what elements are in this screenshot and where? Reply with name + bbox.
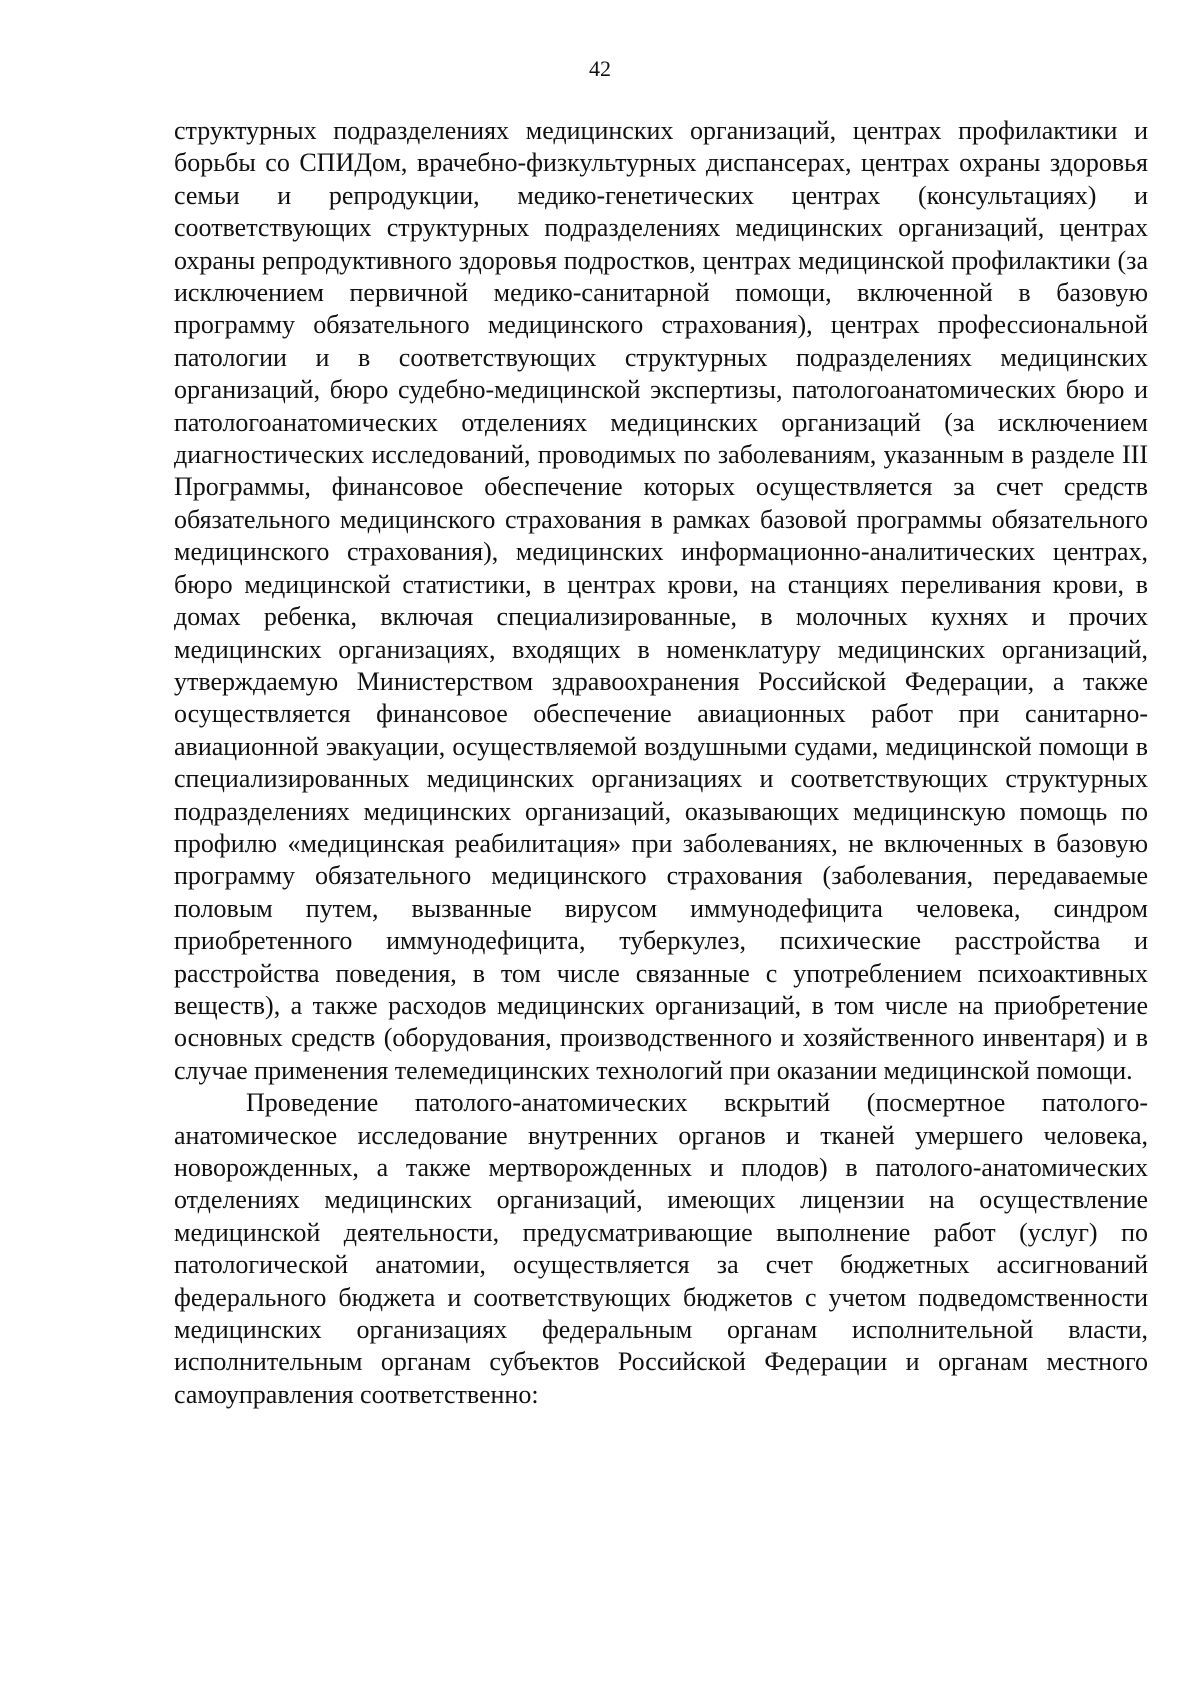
paragraph-pathology-autopsies: Проведение патолого-анатомических вскрытий (посмертное патолого-анатомическое исследование внутренних органов и тканей умершего человека, новорожденных, а также мертворожденных и плодов) в патолого-анатомических отделениях медицинских организаций, имеющих лицензии на осуществление медицинской деятельности, предусматривающие выполнение работ (услуг) по патологической анатомии, осуществляется за счет бюджетных ассигнований федерального бюджета и соответствующих бюджетов с учетом подведомственности медицинских организациях федеральным органам исполнительной власти, исполнительным органам субъектов Российской Федерации и органам местного самоуправления соответственно: [174,1088,1148,1409]
page-number: 42 [589,56,611,81]
document-body [174,115,1148,1411]
paragraph-continuation: структурных подразделениях медицинских организаций, центрах профилактики и борьбы со СПИДом, врачебно-физкультурных диспансерах, центрах охраны здоровья семьи и репродукции, медико-генетических центрах (консультациях) и соответствующих структурных подразделениях медицинских организаций, центрах охраны репродуктивного здоровья подростков, центрах медицинской профилактики (за исключением первичной медико-санитарной помощи, включенной в базовую программу обязательного медицинского страхования), центрах профессиональной патологии и в соответствующих структурных подразделениях медицинских организаций, бюро судебно-медицинской экспертизы, патологоанатомических бюро и патологоанатомических отделениях медицинских организаций (за исключением диагностических исследований, проводимых по заболеваниям, указанным в разделе III Программы, финансовое обеспечение которых осуществляется за счет средств обязательного медицинского страхования в рамках базовой программы обязательного медицинского страхования), медицинских информационно-аналитических центрах, бюро медицинской статистики, в центрах крови, на станциях переливания крови, в домах ребенка, включая специализированные, в молочных кухнях и прочих медицинских организациях, входящих в номенклатуру медицинских организаций, утверждаемую Министерством здравоохранения Российской Федерации, а также осуществляется финансовое обеспечение авиационных работ при санитарно-авиационной эвакуации, осуществляемой воздушными судами, медицинской помощи в специализированных медицинских организациях и соответствующих структурных подразделениях медицинских организаций, оказывающих медицинскую помощь по профилю «медицинская реабилитация» при заболеваниях, не включенных в базовую программу обязательного медицинского страхования (заболевания, передаваемые половым путем, вызванные вирусом иммунодефицита человека, синдром приобретенного иммунодефицита, туберкулез, психические расстройства и расстройства поведения, в том числе связанные с употреблением психоактивных веществ), а также расходов медицинских организаций, в том числе на приобретение основных средств (оборудования, производственного и хозяйственного инвентаря) и в случае применения телемедицинских технологий при оказании медицинской помощи. [174,116,1148,1085]
